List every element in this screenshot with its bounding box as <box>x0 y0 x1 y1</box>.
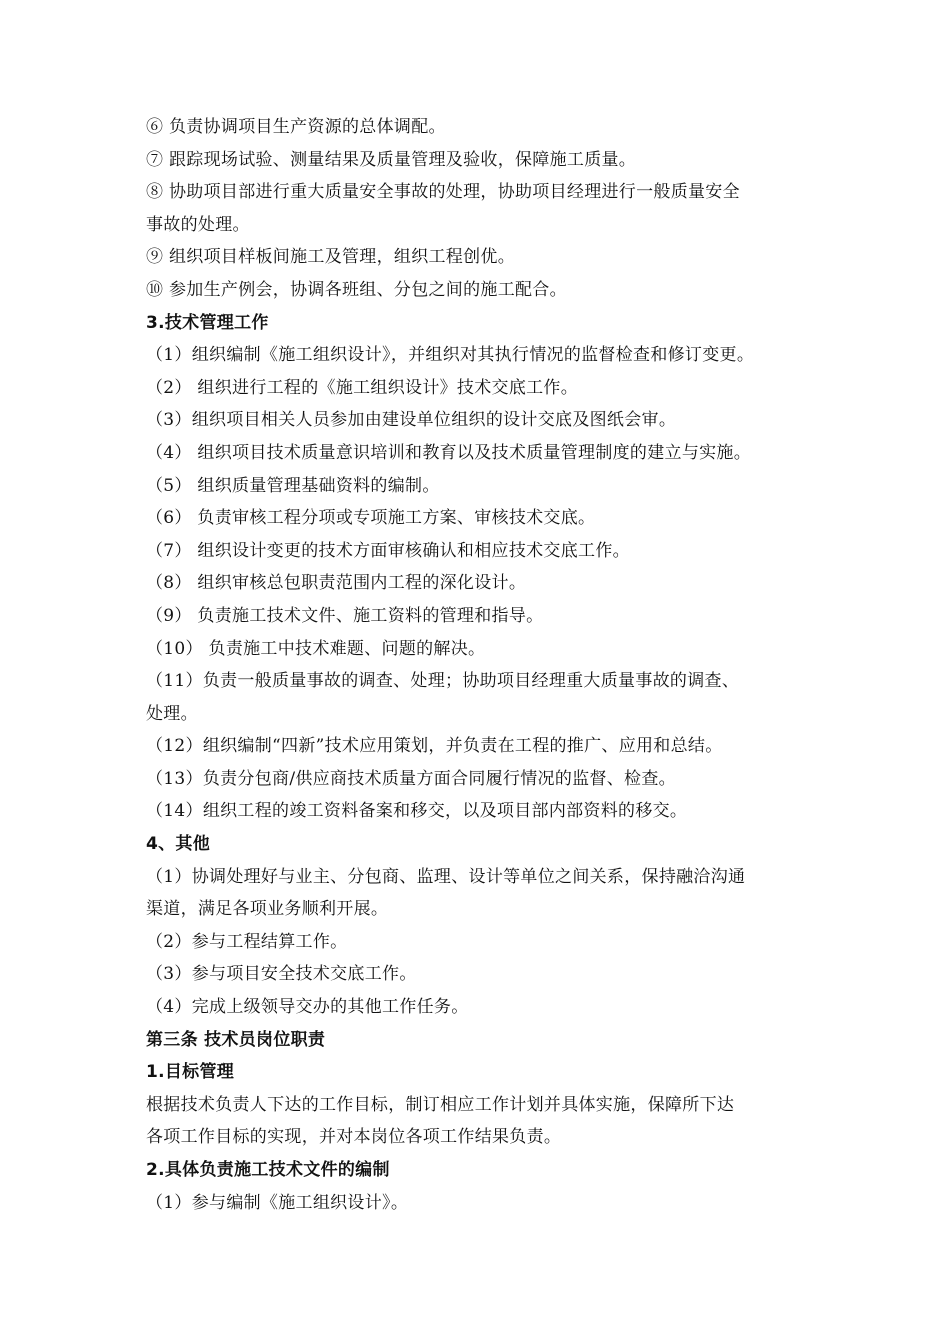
paragraph-line: （10） 负责施工中技术难题、问题的解决。 <box>146 638 486 659</box>
paragraph-line: （4） 组织项目技术质量意识培训和教育以及技术质量管理制度的建立与实施。 <box>146 442 752 463</box>
section-heading: 2.具体负责施工技术文件的编制 <box>146 1160 390 1180</box>
paragraph-line: 根据技术负责人下达的工作目标，制订相应工作计划并具体实施，保障所下达 <box>146 1094 735 1115</box>
paragraph-line: ⑥ 负责协调项目生产资源的总体调配。 <box>146 117 446 137</box>
paragraph-line: （7） 组织设计变更的技术方面审核确认和相应技术交底工作。 <box>146 540 630 561</box>
paragraph-line: （13）负责分包商/供应商技术质量方面合同履行情况的监督、检查。 <box>146 768 676 789</box>
paragraph-line: 各项工作目标的实现，并对本岗位各项工作结果负责。 <box>146 1127 562 1148</box>
paragraph-line: 渠道，满足各项业务顺利开展。 <box>146 899 389 920</box>
paragraph-line: ⑩ 参加生产例会，协调各班组、分包之间的施工配合。 <box>146 279 567 300</box>
paragraph-line: （11）负责一般质量事故的调查、处理；协助项目经理重大质量事故的调查、 <box>146 671 740 692</box>
paragraph-line: （4）完成上级领导交办的其他工作任务。 <box>146 997 469 1018</box>
paragraph-line: 处理。 <box>146 703 198 724</box>
paragraph-line: （9） 负责施工技术文件、施工资料的管理和指导。 <box>146 605 544 626</box>
paragraph-line: （12）组织编制“四新”技术应用策划，并负责在工程的推广、应用和总结。 <box>146 736 723 757</box>
paragraph-line: （5） 组织质量管理基础资料的编制。 <box>146 475 440 496</box>
paragraph-line: （8） 组织审核总包职责范围内工程的深化设计。 <box>146 573 527 594</box>
paragraph-line: （6） 负责审核工程分项或专项施工方案、审核技术交底。 <box>146 508 596 529</box>
paragraph-line: ⑧ 协助项目部进行重大质量安全事故的处理，协助项目经理进行一般质量安全 <box>146 182 740 203</box>
section-heading: 3.技术管理工作 <box>146 312 269 333</box>
paragraph-line: （2） 组织进行工程的《施工组织设计》技术交底工作。 <box>146 377 579 398</box>
paragraph-line: （1）协调处理好与业主、分包商、监理、设计等单位之间关系，保持融洽沟通 <box>146 866 746 887</box>
paragraph-line: （3）组织项目相关人员参加由建设单位组织的设计交底及图纸会审。 <box>146 410 677 431</box>
paragraph-line: （1）组织编制《施工组织设计》，并组织对其执行情况的监督检查和修订变更。 <box>146 345 755 366</box>
document-page <box>146 111 826 1219</box>
paragraph-line: ⑨ 组织项目样板间施工及管理，组织工程创优。 <box>146 247 516 268</box>
paragraph-line: ⑦ 跟踪现场试验、测量结果及质量管理及验收，保障施工质量。 <box>146 149 637 170</box>
paragraph-line: 事故的处理。 <box>146 214 250 235</box>
paragraph-line: （3）参与项目安全技术交底工作。 <box>146 964 417 985</box>
section-heading: 1.目标管理 <box>146 1062 235 1083</box>
section-heading: 4、其他 <box>146 834 211 855</box>
paragraph-line: （2）参与工程结算工作。 <box>146 931 348 952</box>
paragraph-line: （14）组织工程的竣工资料备案和移交，以及项目部内部资料的移交。 <box>146 801 688 822</box>
paragraph-line: （1）参与编制《施工组织设计》。 <box>146 1192 409 1213</box>
section-heading: 第三条 技术员岗位职责 <box>146 1029 326 1050</box>
